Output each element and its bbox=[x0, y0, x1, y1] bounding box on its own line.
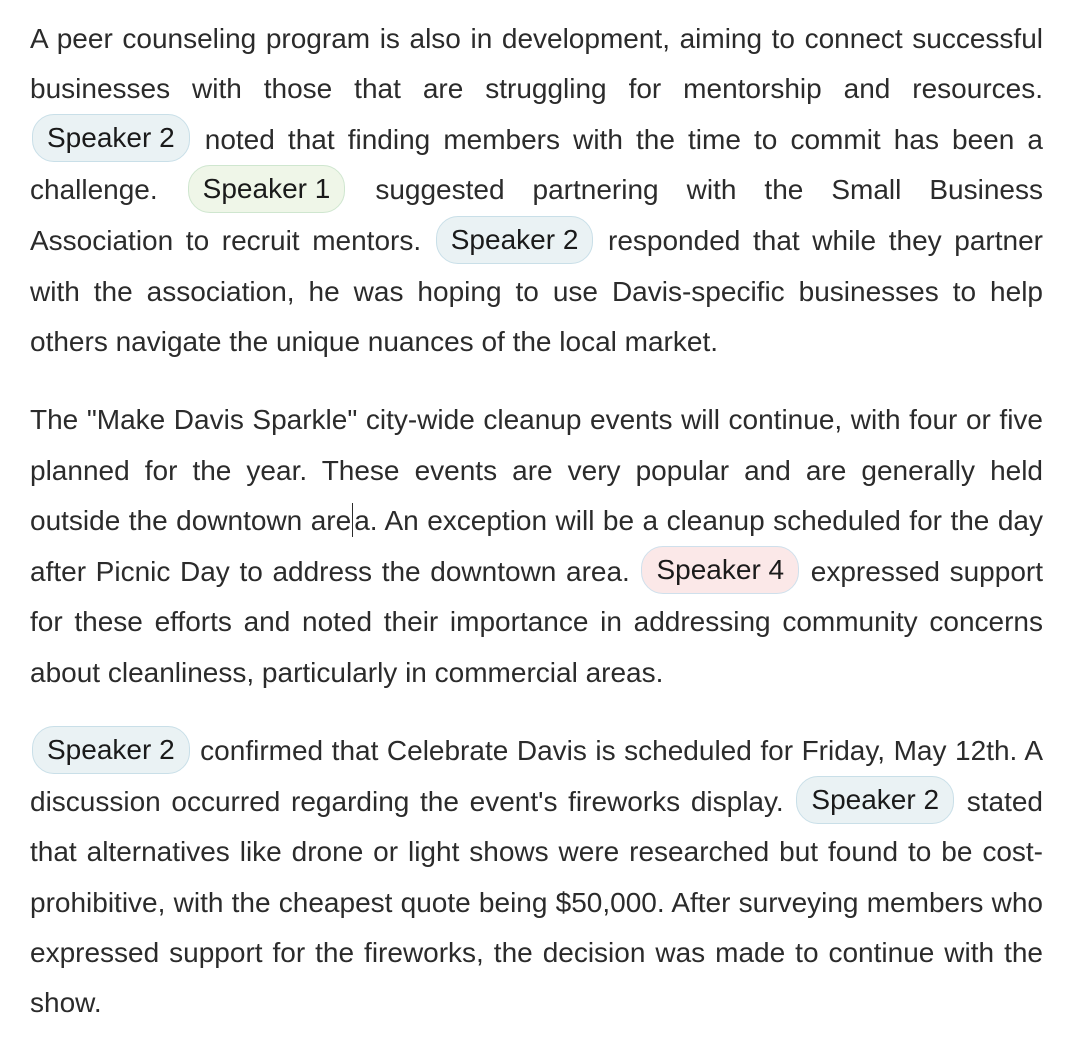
paragraph-celebrate-davis bbox=[30, 726, 1043, 1029]
transcript-summary bbox=[30, 14, 1043, 1057]
paragraph-make-davis-sparkle[interactable] bbox=[30, 395, 1043, 698]
speaker-chip-speaker-1[interactable]: Speaker 1 bbox=[188, 165, 346, 213]
speaker-chip-speaker-2[interactable]: Speaker 2 bbox=[436, 216, 594, 264]
paragraph-peer-counseling bbox=[30, 14, 1043, 367]
paragraph-text: confirmed that Celebrate Davis is scheduled for Friday, May 12th. A discussion occurred regarding the event's fireworks display. bbox=[30, 734, 1043, 817]
paragraph-text: expressed support for these efforts and noted their importance in addressing community concerns about cleanliness, particularly in commercial areas. bbox=[30, 555, 1043, 688]
paragraph-text: responded that while they partner with the association, he was hoping to use Davis-specific businesses to help others navigate the unique nuances of the local market. bbox=[30, 225, 1043, 357]
text-cursor bbox=[352, 503, 353, 537]
paragraph-text: a. An exception will be a cleanup scheduled for the day after Picnic Day to address the downtown area. bbox=[30, 505, 1043, 587]
paragraph-text: stated that alternatives like drone or light shows were researched but found to be cost-prohibitive, with the cheapest quote being $50,000. After surveying members who expressed support for the fireworks, the decision was made to continue with the show. bbox=[30, 785, 1043, 1019]
paragraph-text: A peer counseling program is also in development, aiming to connect successful businesses with those that are struggling for mentorship and resources. bbox=[30, 23, 1043, 105]
speaker-chip-speaker-4[interactable]: Speaker 4 bbox=[641, 546, 799, 594]
speaker-chip-speaker-2[interactable]: Speaker 2 bbox=[32, 726, 190, 774]
speaker-chip-speaker-2[interactable]: Speaker 2 bbox=[32, 114, 190, 162]
speaker-chip-speaker-2[interactable]: Speaker 2 bbox=[796, 776, 954, 824]
paragraph-text: The "Make Davis Sparkle" city-wide cleanup events will continue, with four or five planned for the year. These events are very popular and are generally held outside the downtown are bbox=[30, 404, 1043, 537]
paragraph-text: noted that finding members with the time to commit has been a challenge. bbox=[30, 123, 1043, 206]
paragraph-text: suggested partnering with the Small Business Association to recruit mentors. bbox=[30, 174, 1043, 256]
